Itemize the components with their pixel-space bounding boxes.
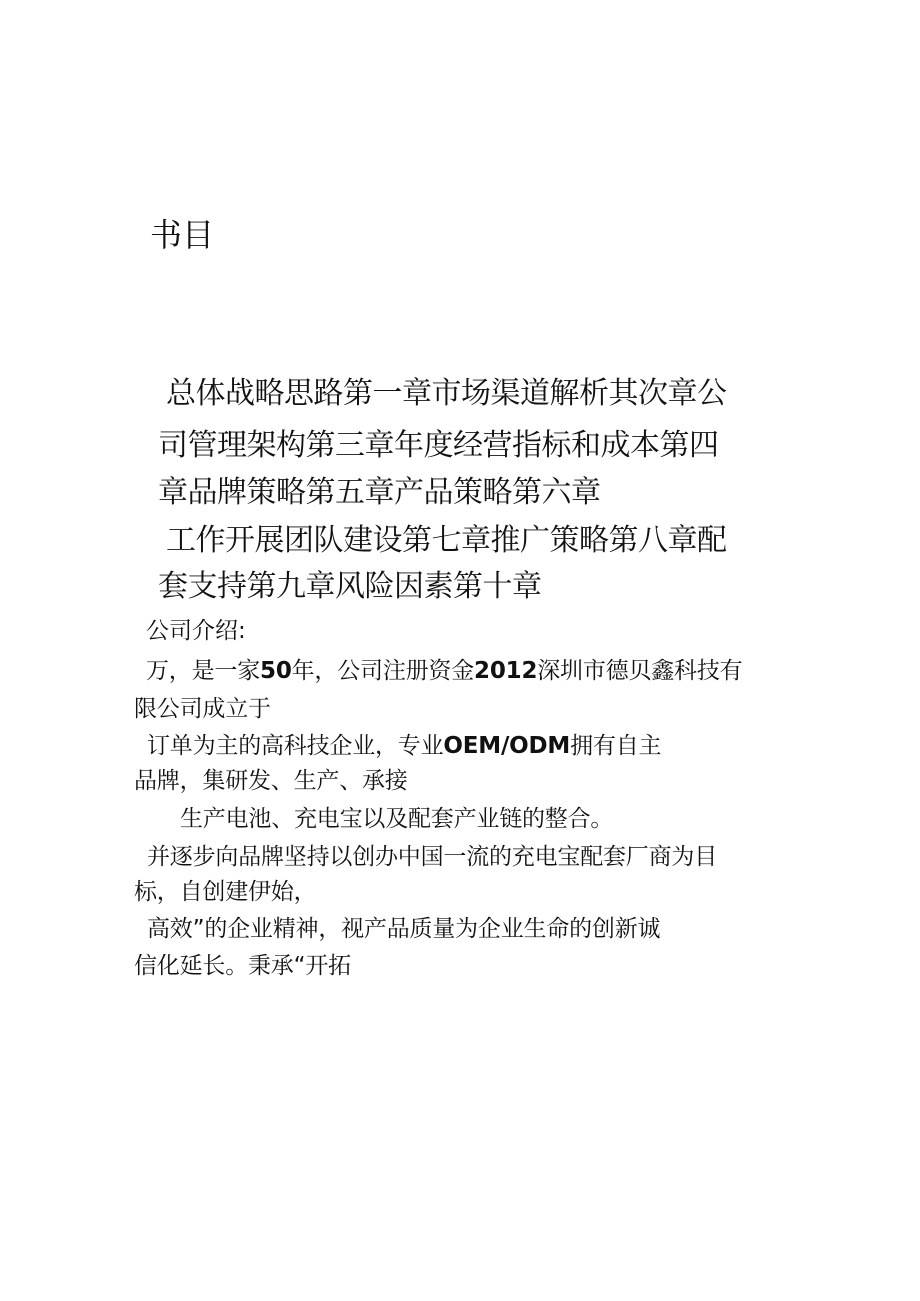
body-number: 50 — [260, 658, 292, 684]
company-intro-heading: 公司介绍: — [146, 618, 246, 644]
body-line: 并逐步向品牌坚持以创办中国一流的充电宝配套厂商为目 — [147, 844, 718, 870]
body-line: 生产电池、充电宝以及配套产业链的整合。 — [180, 806, 614, 832]
toc-line: 司管理架构第三章年度经营指标和成本第四 — [158, 428, 719, 463]
body-line: 信化延长。秉承“开拓 — [134, 953, 351, 979]
body-bold-term: OEM/ODM — [443, 733, 571, 759]
body-text-segment: 订单为主的高科技企业，专业 — [147, 733, 444, 759]
body-number: 2012 — [474, 658, 538, 684]
document-title: 书目 — [150, 216, 215, 254]
body-line: 品牌，集研发、生产、承接 — [134, 768, 408, 794]
body-line: 标，自创建伊始， — [134, 879, 317, 905]
body-line: 高效”的企业精神，视产品质量为企业生命的创新诚 — [147, 916, 661, 942]
toc-line: 工作开展团队建设第七章推广策略第八章配 — [166, 523, 727, 558]
toc-line: 总体战略思路第一章市场渠道解析其次章公 — [166, 376, 727, 411]
body-text-segment: 深圳市德贝鑫科技有 — [537, 658, 743, 684]
body-line: 限公司成立于 — [134, 696, 271, 722]
body-text-segment: 万，是一家 — [146, 658, 261, 684]
toc-line: 套支持第九章风险因素第十章 — [158, 569, 542, 604]
body-text-segment: 拥有自主 — [570, 733, 662, 759]
body-line — [146, 660, 742, 683]
toc-line: 章品牌策略第五章产品策略第六章 — [158, 475, 601, 510]
body-text-segment: 年，公司注册资金 — [291, 658, 475, 684]
body-line — [147, 735, 661, 758]
